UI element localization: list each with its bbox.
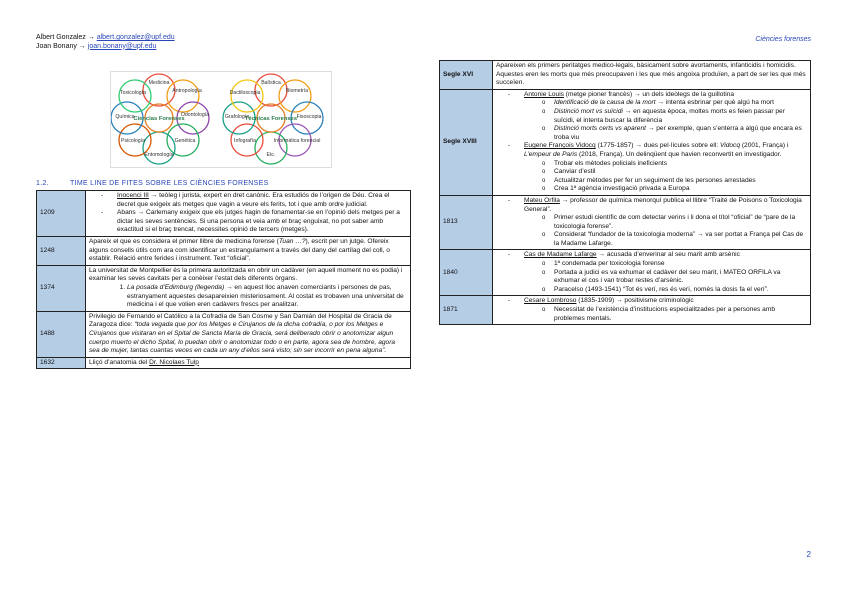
sub-item: o Portada a judici es va exhumar el cadàver del seu marit, i MATEO ORFILA va exhumar el cos i van trobar restes d’arsènic. <box>554 269 807 286</box>
cell-text: Apareix el que es considera el primer llibre de medicina forense ( <box>89 237 279 245</box>
diagram-circle-label: Psicología <box>121 138 145 144</box>
person-name: Eugene François Vidocq <box>524 142 596 150</box>
sub-item <box>554 125 807 142</box>
year-cell: 1871 <box>440 296 493 325</box>
person-name: Cesare Lombroso <box>524 297 577 305</box>
year-cell: Segle XVI <box>440 61 493 90</box>
sub-item: o Primer estudi científic de com detectar verins i li dona el títol “oficial” de “pare de la toxicologia forense”. <box>554 214 807 231</box>
year-cell: 1488 <box>37 311 86 357</box>
content-cell <box>493 296 811 325</box>
list-item <box>117 192 407 209</box>
table-row <box>440 195 811 250</box>
diagram-circle-label: Informática forencial <box>273 138 321 144</box>
sub-item <box>554 99 807 108</box>
person-name: Antonie Louis <box>524 90 564 98</box>
sub-item-text: → en aquesta època, moltes morts es feien passar per suïcidi, el intenta buscar la diferència <box>554 107 785 124</box>
case-name: Cas de Madame Lafarge <box>524 251 597 259</box>
content-cell <box>86 236 411 265</box>
diagram-circle-label: Antropología <box>172 88 202 94</box>
diagram-circle-label: Medicina <box>148 80 170 86</box>
content-cell <box>86 265 411 311</box>
content-cell <box>86 357 411 369</box>
content-cell <box>86 191 411 237</box>
diagram-circle-label: Genética <box>174 138 196 144</box>
timeline-table-left <box>36 190 411 369</box>
diagram-circle-label: Toxicología <box>120 90 146 96</box>
timeline-table-right <box>439 60 811 325</box>
section-heading <box>36 180 269 187</box>
sub-item <box>554 108 807 125</box>
table-row <box>440 250 811 296</box>
diagram-circle-label: Entomología <box>144 152 174 158</box>
list-item <box>524 197 807 249</box>
item-text: → professor de química menorquí publica el llibre “Traité de Poisons o Toxicologia General”. <box>524 196 802 213</box>
sub-item: o Actualitzar mètodes per fer un seguiment de les persones arrestades <box>554 177 807 186</box>
film-title: Vidocq <box>719 142 741 150</box>
year-cell: Segle XVIII <box>440 89 493 195</box>
list-item <box>524 91 807 143</box>
person-name: Mateu Orfila <box>524 196 560 204</box>
content-cell <box>493 250 811 296</box>
sub-item: o Considerat “fundador de la toxicologia moderna” → va ser portat a França pel Cas de la Madame Lafarge. <box>554 231 807 248</box>
diagram-circle-label: Biometría <box>285 88 309 94</box>
author2-email-link[interactable]: joan.bonany@upf.edu <box>87 42 157 50</box>
sub-item: o Paracelso (1493-1541) “Tot és verí, res és verí, només la dosis fa el verí”. <box>554 286 807 295</box>
forensic-sciences-diagram <box>110 71 332 168</box>
person-name: Dr. Nicolaes Tulp <box>149 358 199 366</box>
page-number: 2 <box>806 550 811 559</box>
section-number: 1.2. <box>36 180 49 187</box>
diagram-circle-label: Química <box>115 114 135 120</box>
page-header-subject: Ciències forenses <box>755 36 811 43</box>
list-item <box>524 142 807 194</box>
content-cell <box>493 195 811 250</box>
sub-item: o Canviar d’estil <box>554 168 807 177</box>
sub-item-title: Distinció morts certs vs aparent <box>554 125 646 133</box>
year-cell: 1209 <box>37 191 86 237</box>
diagram-circle-label: Fisoscopia <box>296 114 322 120</box>
sub-item-text: → per exemple, quan s’enterra a algú que encara es troba viu <box>554 125 802 141</box>
list-item <box>127 284 407 310</box>
film-title: L’empeur de Paris <box>524 150 578 158</box>
table-row <box>37 236 411 265</box>
author1-name: Albert Gonzalez → <box>36 34 95 41</box>
cell-text: ), escrit per un jutge. Ofereix alguns consells útils com ara com identificar un estrangulament a través del dany del cartílag del coll, o establir. Relació entre ferides i instrument. Text “oficial”. <box>89 237 390 263</box>
diagram-circle-label: Dactiloscopia <box>229 90 261 96</box>
table-row <box>37 265 411 311</box>
sub-item-title: Distinció mort vs suïcidi <box>554 107 623 115</box>
section-title: TIME LINE DE FITES SOBRE LES CIÈNCIES FORENSES <box>70 180 269 187</box>
cell-text: Privilegio de Fernando el Católico a la Cofradía de San Cosme y San Damián del Hospital de Gracia de Zaragoza dice: <box>89 312 392 329</box>
table-row <box>440 89 811 195</box>
table-row <box>37 191 411 237</box>
person-name: Inocenci III <box>117 192 149 199</box>
sub-item-title: Identificació de la causa de la mort <box>554 99 656 107</box>
year-cell: 1813 <box>440 195 493 250</box>
table-row <box>37 357 411 369</box>
year-cell: 1374 <box>37 265 86 311</box>
sub-item: o 1ª condemada per toxicologia forense <box>554 260 807 269</box>
quote-text: “toda vegada que por los Metges e Cirujanos de la dicha cofradía, o por los Metges e Cirujanos que visitaran en el Spital de Sancta María de Gracia, será deliberado obrir o anotomizar algun cuerpo muerto el dicho Spital, lo puedan obrir o anotomizar todo o en parte, agora sea de hombre, agora sea de mujer, tantas cuantas veces en cada un any d’ellos será visto; sin ser incorrir en pena alguna”. <box>89 321 396 355</box>
content-cell: Apareixen els primers peritatges medico-legals, bàsicament sobre avortaments, infanticidis i homicidis. Aquestes eren les morts que més preocupaven i les que més angoixa produïen, a part de ser les que més succeïen. <box>493 61 811 90</box>
table-row <box>440 61 811 90</box>
table-row <box>37 311 411 357</box>
sub-item-text: → intenta esbrinar per què algú ha mort <box>655 99 774 107</box>
diagram-title-left: Ciencias Forenses <box>133 116 185 122</box>
author2-name: Joan Bonany → <box>36 42 86 50</box>
item-text: → acusada d’enverinar al seu marit amb arsènic <box>596 251 740 259</box>
item-text: (2001, França) i <box>740 142 789 150</box>
diagram-circle-label: Balística <box>261 80 281 86</box>
year-cell: 1840 <box>440 250 493 296</box>
content-cell <box>493 89 811 195</box>
year-cell: 1248 <box>37 236 86 265</box>
table-row <box>440 296 811 325</box>
sub-item: o Trobar els mètodes policials ineficients <box>554 160 807 169</box>
page-header-authors <box>36 34 175 51</box>
diagram-circle-label: Grafología <box>224 114 250 120</box>
diagram-title-right: Técnicas Forenses <box>244 116 298 122</box>
content-cell <box>86 311 411 357</box>
item-text: (1835-1909) → positivisme criminològic <box>576 297 694 305</box>
item-text: (1775-1857) → dues pel·lícules sobre ell: <box>595 142 720 150</box>
legend-title: La posada d’Edimburg (llegenda) <box>127 283 225 291</box>
list-item <box>524 297 807 323</box>
year-cell: 1632 <box>37 357 86 369</box>
sub-item: o Crea 1ª agència investigació privada a Europa <box>554 185 807 194</box>
item-text: → en aquest lloc anaven comerciants i persones de pas, estranyament aquestes desapareixien misteriosament. Al costat es trobaven una universitat de medicina i el que volien eren cadàvers frescs per analitzar. <box>127 283 404 309</box>
diagram-circle-label: Odontología <box>180 112 210 118</box>
item-text: (2018, França). Un delinqüent que havien reconvertit en investigador. <box>577 150 782 158</box>
book-title: Tuan …? <box>278 237 306 245</box>
item-text: → teòleg i jurista, expert en dret canònic. Era estudiós de l’origen de Déu. Crea el decret que exigeix als metges que vagin a veure els ferits, tot i que amb ordre judicial. <box>117 192 390 208</box>
sub-item: o Necessitat de l’existència d’institucions especialitzades per a persones amb problemes mentals. <box>554 306 807 323</box>
cell-text: Lliçó d’anatomia del <box>89 358 150 366</box>
list-item <box>524 251 807 294</box>
diagram-circle-label: Infografía <box>234 138 256 144</box>
item-text: Abans → Carlemany exigeix que els jutges hagin de fonamentar-se en l’opinió dels metges per a dictar les seves sentències. Si una persona et veia amb el braç enguixat, no pot saber amb exactitud si el braç trencat, necessites opinió de tercers (metges). <box>117 209 400 234</box>
list-item <box>117 209 407 235</box>
item-text: (metge pioner francès) → un dels ideòlegs de la guillotina <box>563 90 735 98</box>
cell-text: La universitat de Montpellier és la primera autoritzada en obrir un cadàver (en aquell moment no es podia) i examinar les seves cavitats per a conèixer l’estat dels diferents òrgans. <box>89 266 403 283</box>
diagram-circle-label: Etc. <box>266 152 276 158</box>
author1-email-link[interactable]: albert.gonzalez@upf.edu <box>96 34 175 41</box>
